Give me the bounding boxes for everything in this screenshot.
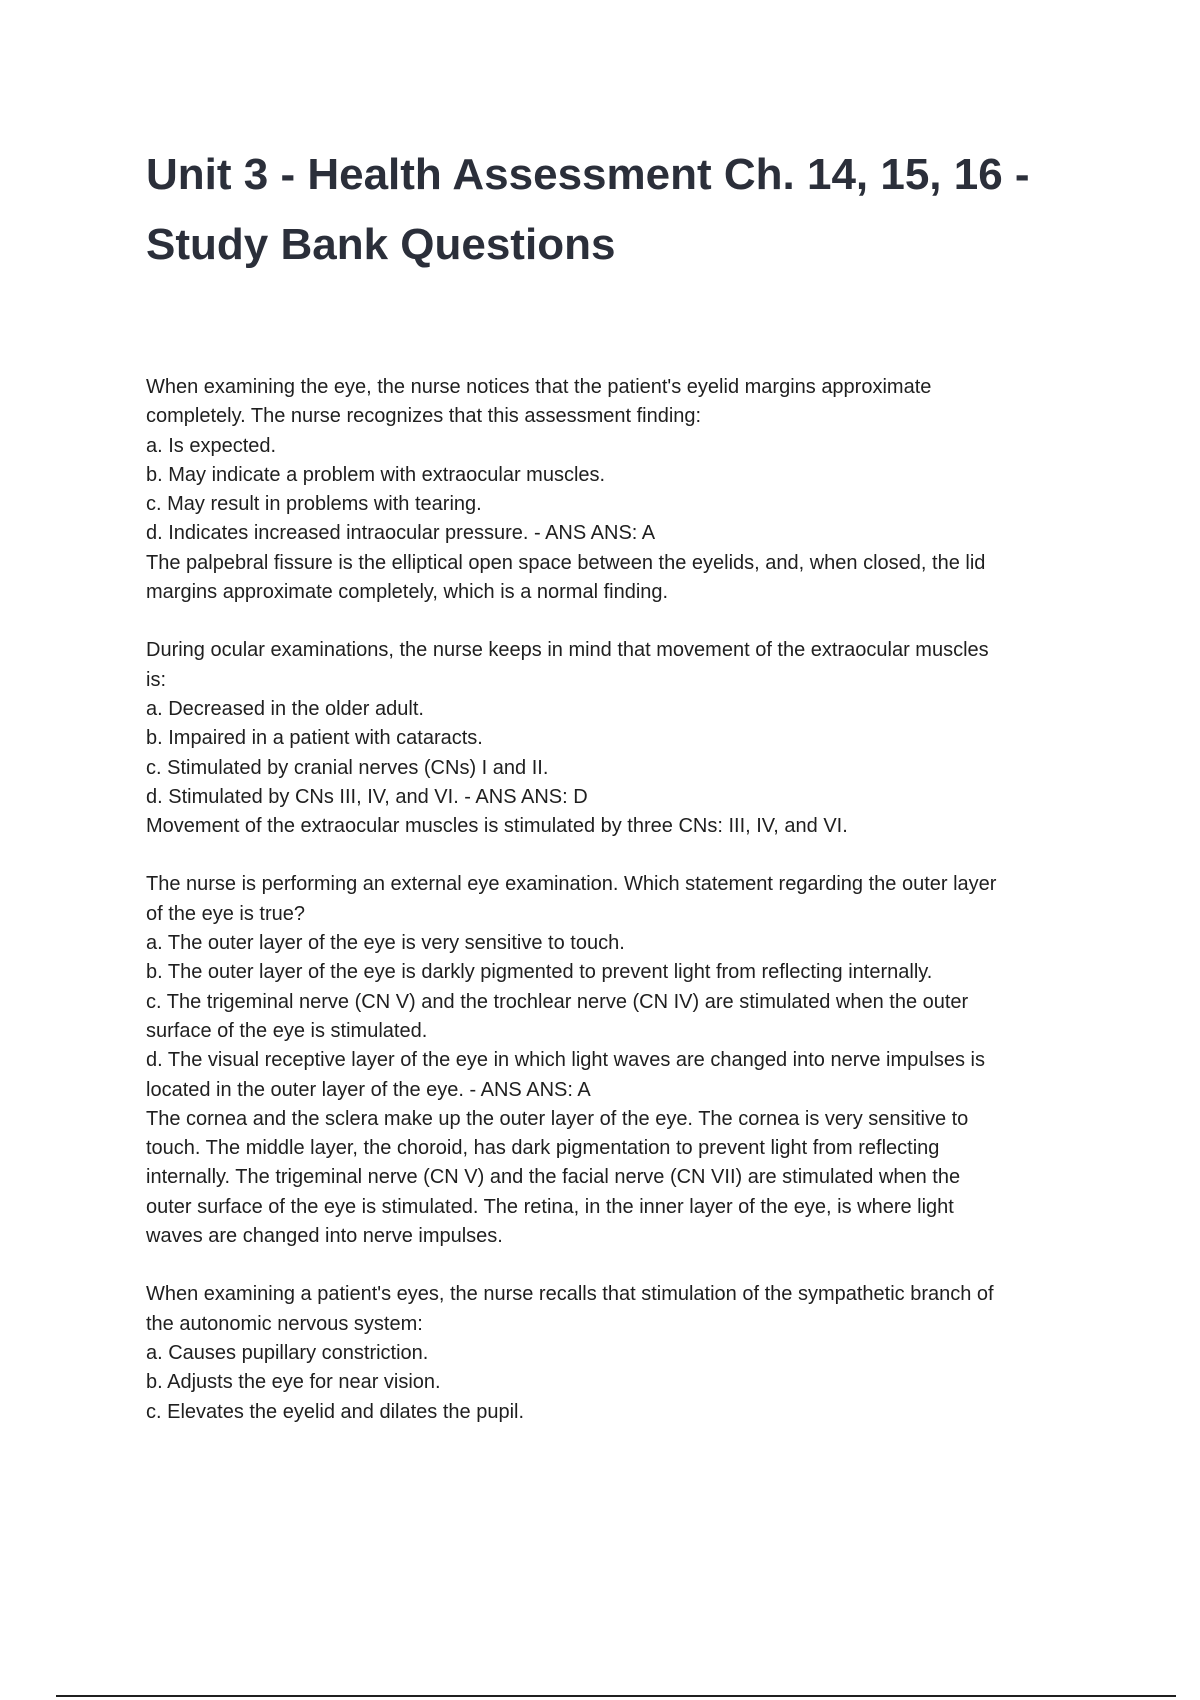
answer-option: b. May indicate a problem with extraocular muscles. — [146, 463, 606, 486]
question-stem: The nurse is performing an external eye examination. Which statement regarding the outer layer — [146, 873, 997, 896]
answer-option: a. Decreased in the older adult. — [146, 697, 424, 720]
answer-option: d. The visual receptive layer of the eye in which light waves are changed into nerve impulses is — [146, 1049, 985, 1072]
question-block-3 — [146, 870, 1096, 1251]
question-stem: of the eye is true? — [146, 902, 305, 925]
question-stem: the autonomic nervous system: — [146, 1312, 423, 1335]
question-stem: completely. The nurse recognizes that this assessment finding: — [146, 405, 702, 428]
answer-option: d. Indicates increased intraocular pressure. - ANS ANS: A — [146, 522, 656, 545]
answer-option: c. The trigeminal nerve (CN V) and the trochlear nerve (CN IV) are stimulated when the outer — [146, 990, 969, 1013]
answer-option: c. Stimulated by cranial nerves (CNs) I and II. — [146, 756, 549, 779]
answer-option: a. Is expected. — [146, 434, 277, 457]
rationale: Movement of the extraocular muscles is stimulated by three CNs: III, IV, and VI. — [146, 815, 848, 838]
answer-option: a. Causes pupillary constriction. — [146, 1341, 429, 1364]
answer-option: surface of the eye is stimulated. — [146, 1019, 428, 1042]
question-block-2 — [146, 636, 1096, 841]
rationale: internally. The trigeminal nerve (CN V) and the facial nerve (CN VII) are stimulated when the — [146, 1166, 961, 1189]
answer-option: located in the outer layer of the eye. - ANS ANS: A — [146, 1078, 591, 1101]
rationale: outer surface of the eye is stimulated. The retina, in the inner layer of the eye, is where light — [146, 1195, 954, 1218]
question-block-1 — [146, 373, 1096, 607]
question-stem: When examining the eye, the nurse notices that the patient's eyelid margins approximate — [146, 376, 932, 398]
answer-option: c. May result in problems with tearing. — [146, 493, 482, 516]
rationale: touch. The middle layer, the choroid, has dark pigmentation to prevent light from reflecting — [146, 1137, 940, 1160]
rationale: The palpebral fissure is the elliptical open space between the eyelids, and, when closed, the lid — [146, 551, 986, 574]
question-block-4 — [146, 1280, 1096, 1426]
question-stem: When examining a patient's eyes, the nurse recalls that stimulation of the sympathetic branch of — [146, 1283, 994, 1306]
rationale: The cornea and the sclera make up the outer layer of the eye. The cornea is very sensitive to — [146, 1107, 969, 1130]
answer-option: a. The outer layer of the eye is very sensitive to touch. — [146, 932, 625, 955]
answer-option: c. Elevates the eyelid and dilates the pupil. — [146, 1400, 525, 1423]
document-title: Unit 3 - Health Assessment Ch. 14, 15, 16 - Study Bank Questions — [146, 150, 1030, 269]
page-bottom-divider — [56, 1695, 1176, 1697]
rationale: margins approximate completely, which is a normal finding. — [146, 581, 669, 604]
answer-option: b. The outer layer of the eye is darkly pigmented to prevent light from reflecting internally. — [146, 961, 933, 984]
rationale: waves are changed into nerve impulses. — [146, 1225, 503, 1248]
question-stem: is: — [146, 668, 166, 691]
answer-option: b. Impaired in a patient with cataracts. — [146, 727, 483, 750]
question-stem: During ocular examinations, the nurse keeps in mind that movement of the extraocular muscles — [146, 639, 989, 662]
question-list — [146, 373, 1096, 1456]
answer-option: b. Adjusts the eye for near vision. — [146, 1371, 441, 1394]
answer-option: d. Stimulated by CNs III, IV, and VI. - ANS ANS: D — [146, 785, 588, 808]
